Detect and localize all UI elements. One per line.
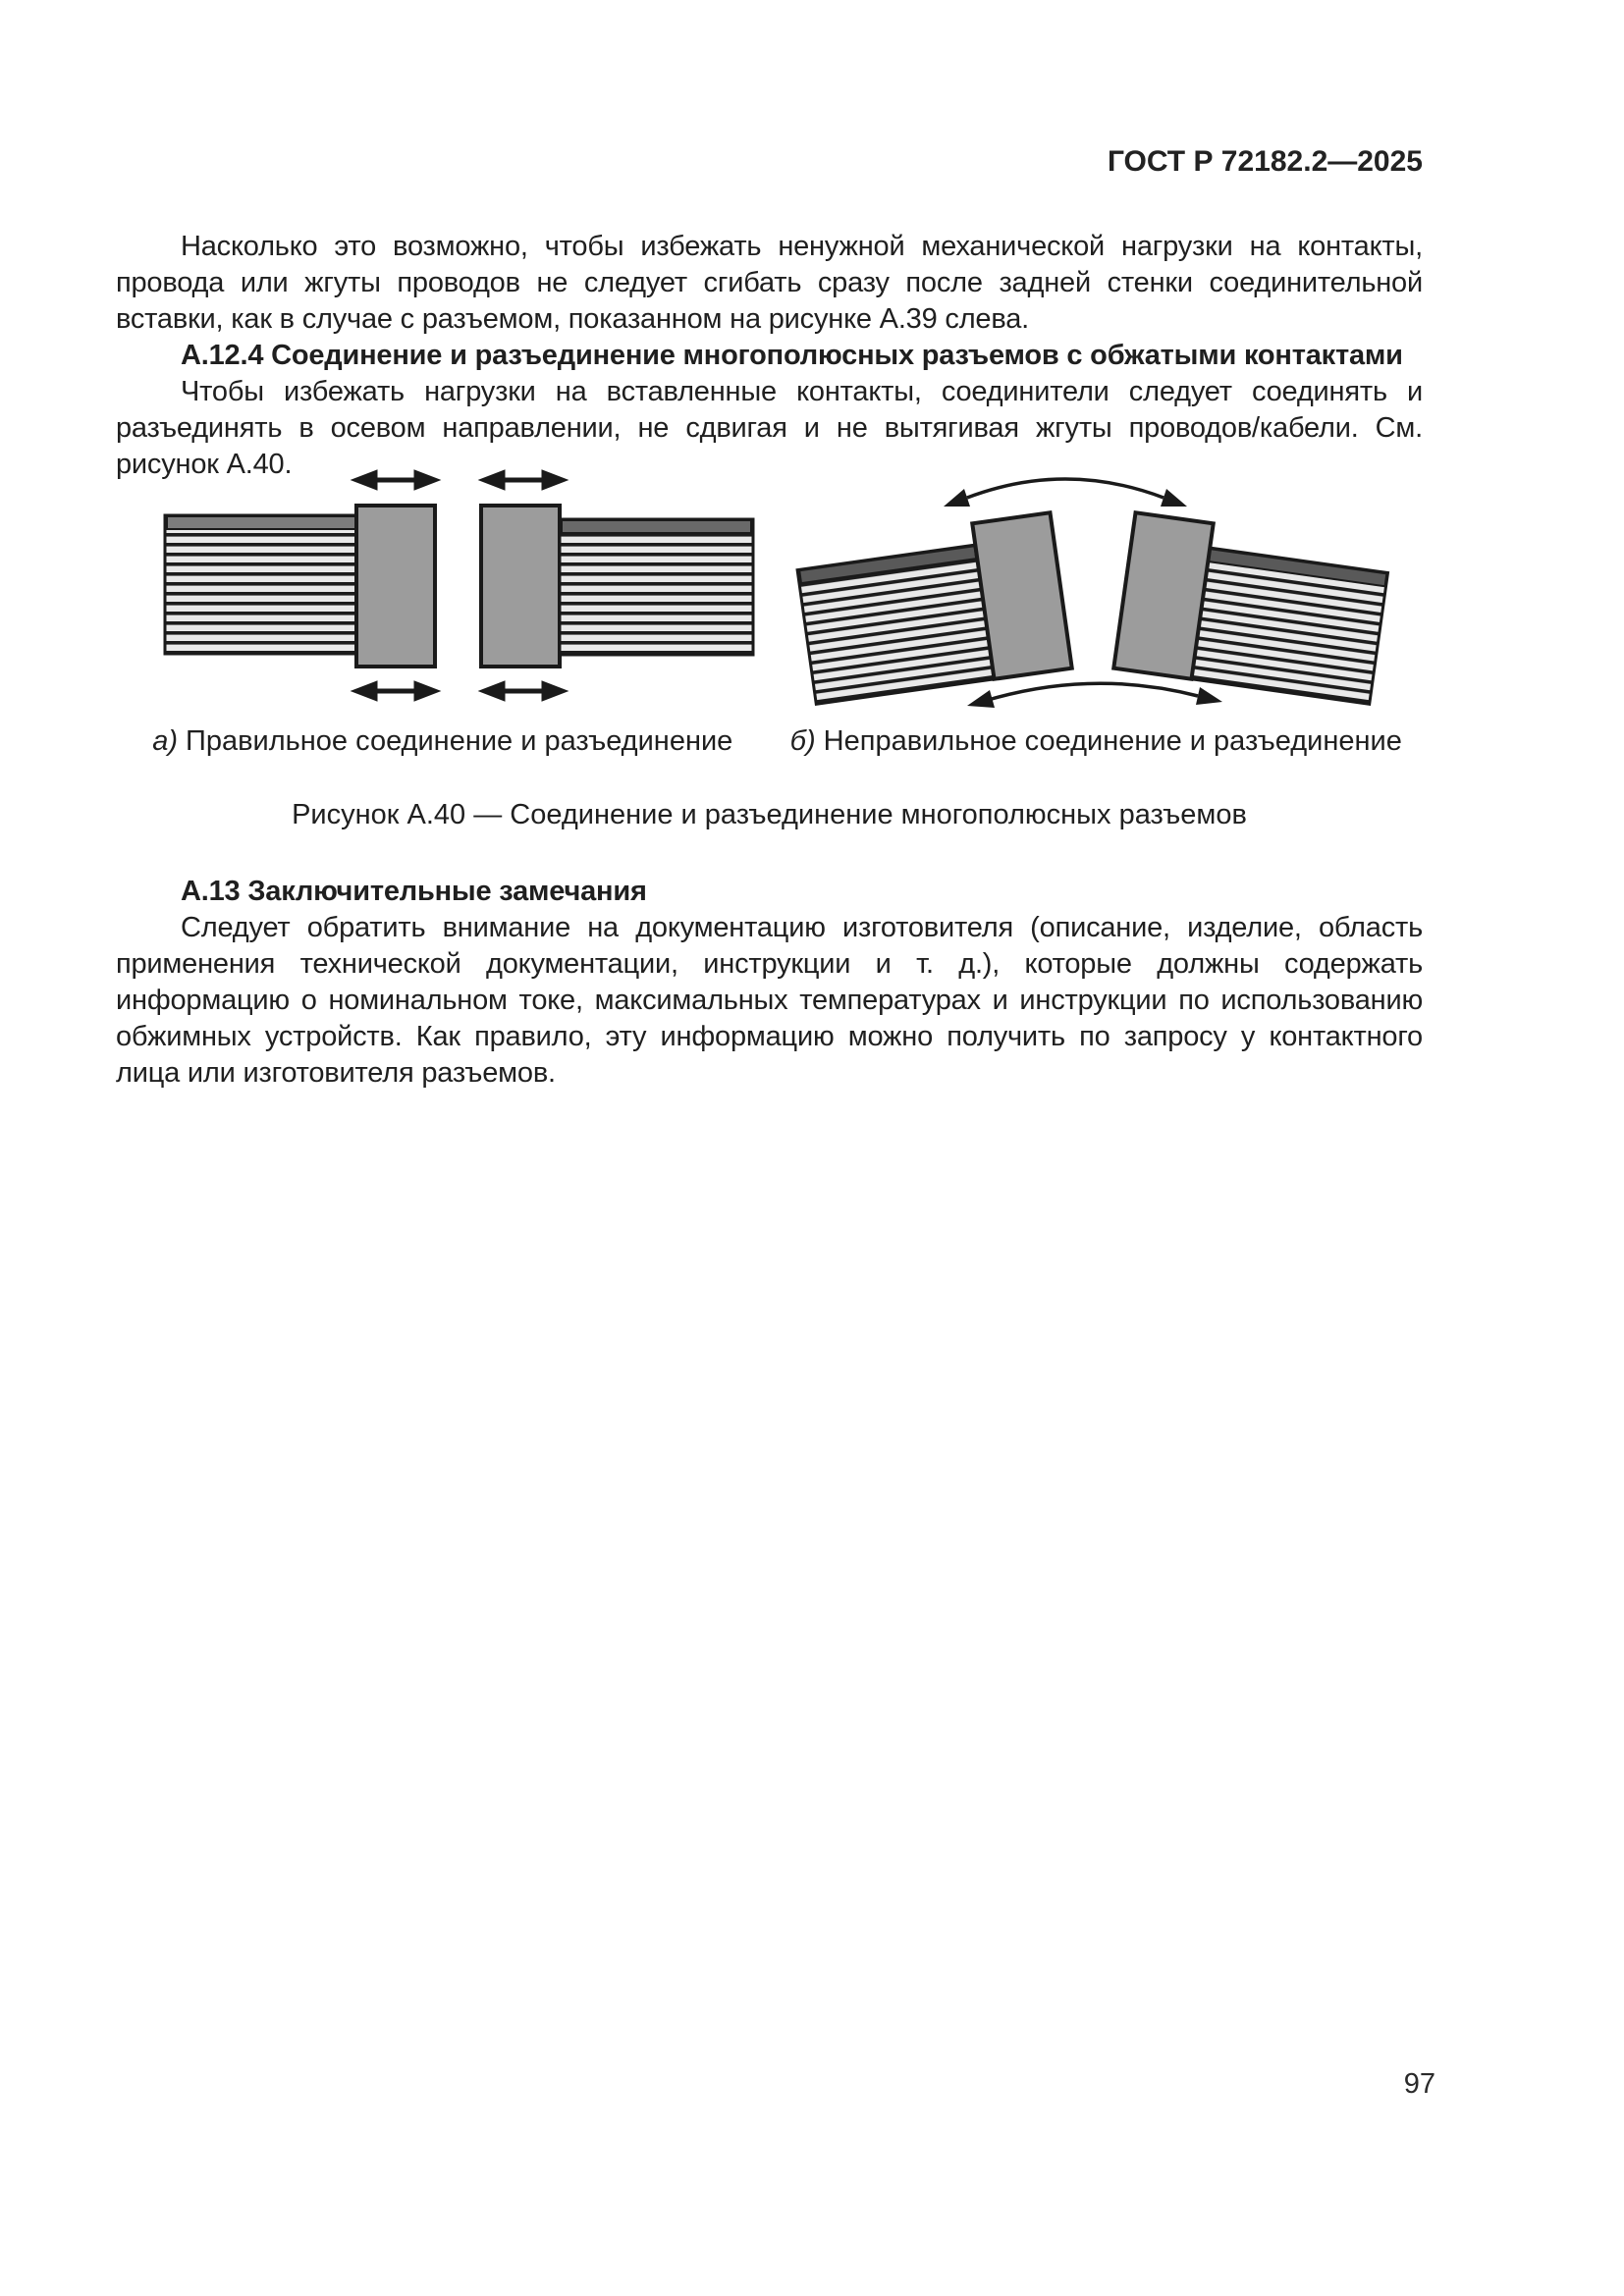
page-number: 97 — [1403, 2068, 1435, 2100]
cable-edge-strip — [562, 520, 751, 533]
paragraph-a12-4: Чтобы избежать нагрузки на вставленные контакты, соединители следует соединять и разъединять в осевом направлении, не сдвигая и не вытягивая жгуты проводов/кабели. См. рисунок А.40. — [116, 376, 1423, 480]
figure-a40-drawing — [113, 468, 1434, 723]
figure-a40 — [113, 468, 1434, 723]
caption-b-letter: б) — [789, 725, 816, 757]
cable-edge-strip — [167, 516, 357, 529]
connector-block-right — [481, 506, 560, 667]
figure-a40-caption: Рисунок А.40 — Соединение и разъединение многополюсных разъемов — [292, 799, 1247, 830]
subfigure-captions — [116, 723, 1423, 760]
diagram-b-incorrect — [794, 479, 1391, 708]
document-title: ГОСТ Р 72182.2—2025 — [1107, 145, 1423, 178]
diagram-a-correct — [165, 470, 753, 701]
paragraph-a12-intro: Насколько это возможно, чтобы избежать ненужной механической нагрузки на контакты, провода или жгуты проводов не следует сгибать сразу после задней стенки соединительной вставки, как в случае с разъемом, показанном на рисунке А.39 слева. — [116, 231, 1423, 335]
section-heading-a12-4: А.12.4 Соединение и разъединение многополюсных разъемов с обжатыми контактами — [181, 340, 1403, 371]
caption-b — [770, 723, 1424, 760]
paragraph-a13: Следует обратить внимание на документацию изготовителя (описание, изделие, область применения технической документации, инструкции и т. д.), которые должны содержать информацию о номинальном токе, максимальных температурах и инструкции по использованию обжимных устройств. Как правило, эту информацию можно получить по запросу у контактного лица или изготовителя разъемов. — [116, 912, 1423, 1089]
caption-a — [116, 723, 770, 760]
tilted-assembly-right — [1113, 512, 1391, 704]
section-heading-a13: А.13 Заключительные замечания — [181, 876, 647, 907]
caption-b-text: Неправильное соединение и разъединение — [823, 725, 1402, 757]
caption-a-letter: а) — [152, 725, 178, 757]
ribbon-cable-left — [165, 515, 357, 654]
tilted-assembly-left — [794, 512, 1072, 704]
connector-block-left — [356, 506, 435, 667]
caption-a-text: Правильное соединение и разъединение — [186, 725, 733, 757]
ribbon-cable-right — [560, 519, 753, 655]
